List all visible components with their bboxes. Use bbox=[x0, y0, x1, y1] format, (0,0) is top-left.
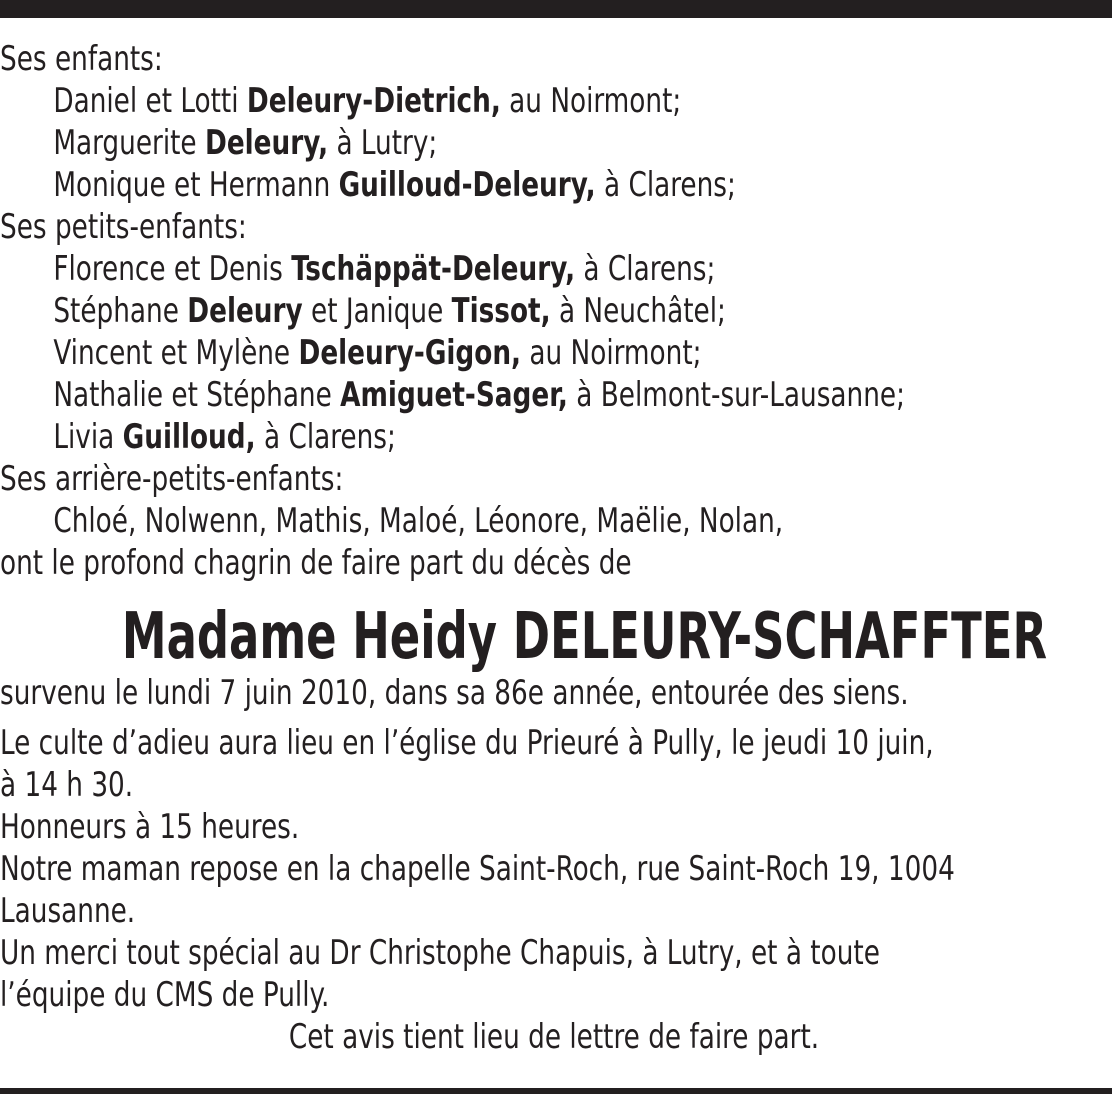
service-line-1: Le culte d’adieu aura lieu en l’église du Prieuré à Pully, le jeudi 10 juin, bbox=[0, 723, 934, 763]
thanks-line-1: Un merci tout spécial au Dr Christophe Chapuis, à Lutry, et à toute bbox=[0, 933, 880, 973]
obituary-text bbox=[0, 38, 1108, 1058]
honours: Honneurs à 15 heures. bbox=[0, 807, 300, 847]
list-item: Marguerite Deleury, à Lutry; bbox=[53, 123, 438, 163]
service-line-2: à 14 h 30. bbox=[0, 765, 134, 805]
heading-grandchildren: Ses petits-enfants: bbox=[0, 207, 247, 247]
deceased-name: Madame Heidy DELEURY-SCHAFFTER bbox=[121, 600, 1048, 674]
great-grandchildren-list: Chloé, Nolwenn, Mathis, Maloé, Léonore, Maëlie, Nolan, bbox=[53, 501, 784, 541]
list-item: Livia Guilloud, à Clarens; bbox=[53, 417, 396, 457]
list-item: Monique et Hermann Guilloud-Deleury, à Clarens; bbox=[53, 165, 736, 205]
top-rule bbox=[0, 0, 1112, 18]
rest-line-1: Notre maman repose en la chapelle Saint-Roch, rue Saint-Roch 19, 1004 bbox=[0, 849, 955, 889]
announcement: ont le profond chagrin de faire part du décès de bbox=[0, 543, 632, 583]
bottom-rule bbox=[0, 1088, 1112, 1094]
rest-line-2: Lausanne. bbox=[0, 891, 136, 931]
list-item: Stéphane Deleury et Janique Tissot, à Neuchâtel; bbox=[53, 291, 726, 331]
list-item: Vincent et Mylène Deleury-Gigon, au Noirmont; bbox=[53, 333, 702, 373]
list-item: Florence et Denis Tschäppät-Deleury, à Clarens; bbox=[53, 249, 716, 289]
closing-line: Cet avis tient lieu de lettre de faire part. bbox=[288, 1017, 820, 1057]
death-info: survenu le lundi 7 juin 2010, dans sa 86e année, entourée des siens. bbox=[0, 673, 909, 713]
thanks-line-2: l’équipe du CMS de Pully. bbox=[0, 975, 330, 1015]
list-item: Daniel et Lotti Deleury-Dietrich, au Noirmont; bbox=[53, 81, 682, 121]
heading-children: Ses enfants: bbox=[0, 39, 163, 79]
heading-great-grandchildren: Ses arrière-petits-enfants: bbox=[0, 459, 344, 499]
list-item: Nathalie et Stéphane Amiguet-Sager, à Belmont-sur-Lausanne; bbox=[53, 375, 905, 415]
